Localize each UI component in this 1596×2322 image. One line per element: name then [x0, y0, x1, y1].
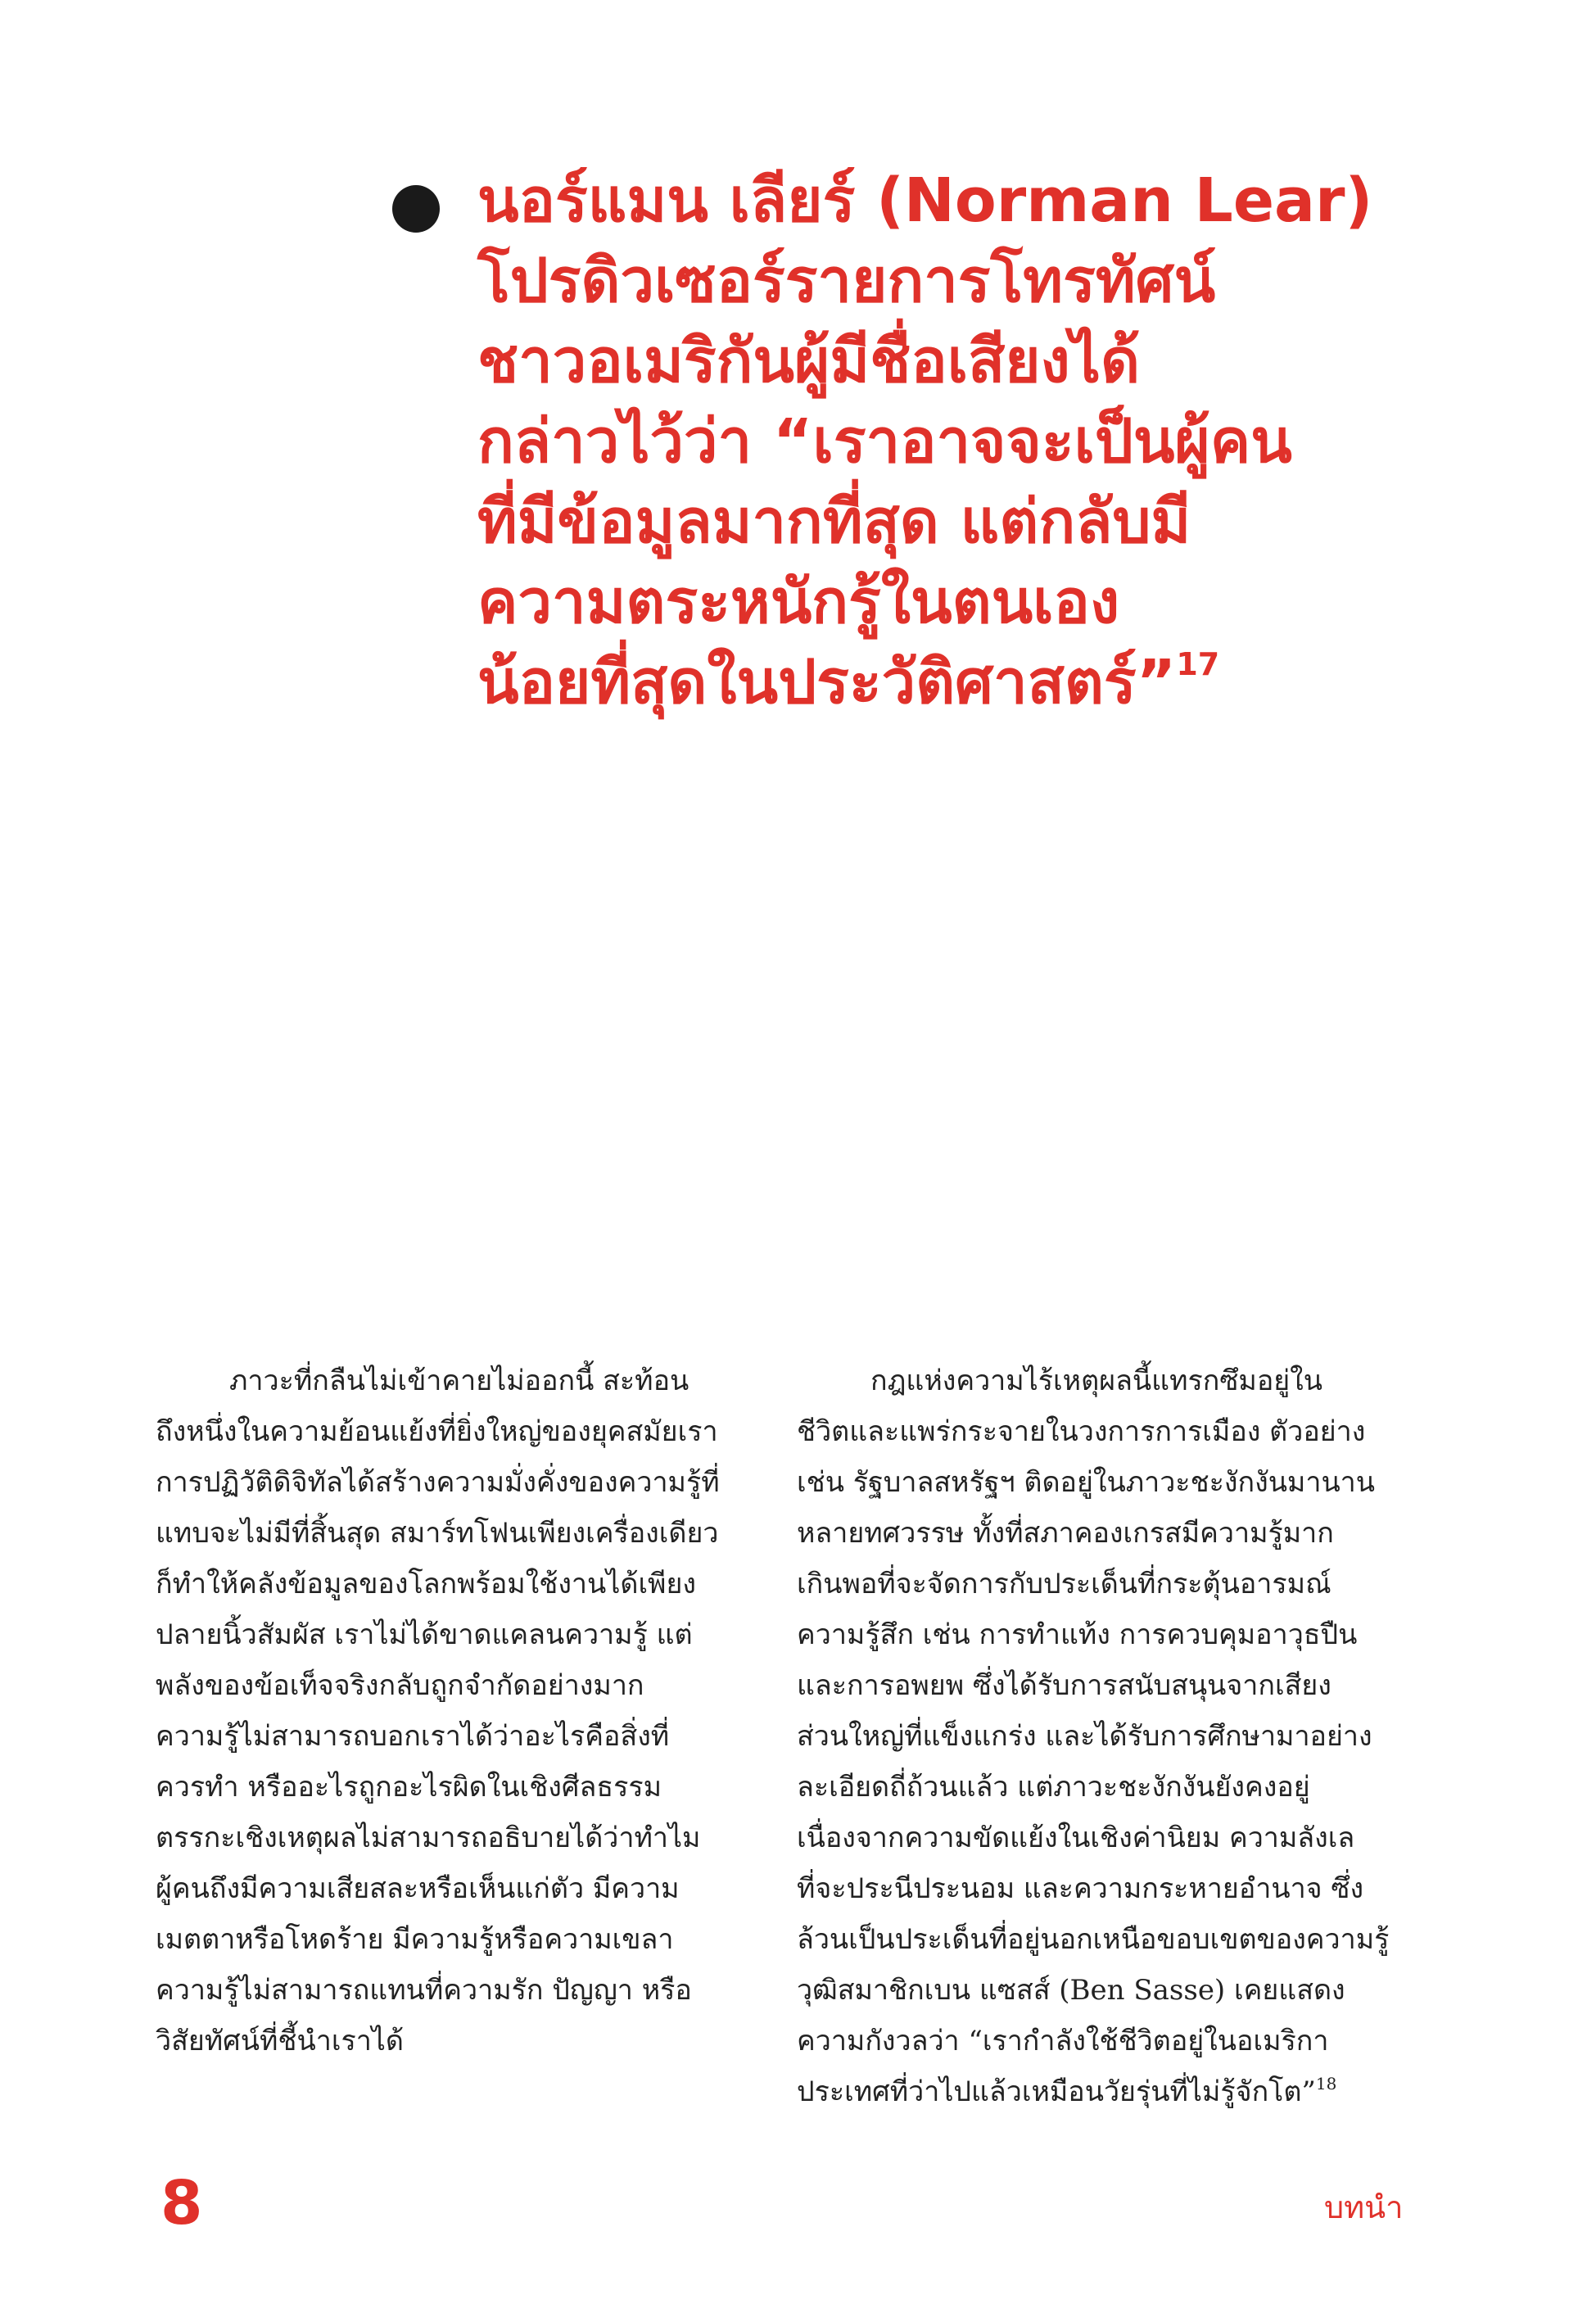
pull-quote-last-line: [477, 642, 1558, 722]
paragraph-line: ถึงหนึ่งในความย้อนแย้งที่ยิ่งใหญ่ของยุคสมัยเรา: [156, 1415, 718, 1448]
footnote-marker: 17: [1176, 646, 1220, 682]
pull-quote-line: ชาวอเมริกันผู้มีชื่อเสียงได้: [477, 326, 1141, 396]
paragraph-line: ความรู้ไม่สามารถแทนที่ความรัก ปัญญา หรือ: [156, 1974, 692, 2007]
pull-quote-line-text: น้อยที่สุดในประวัติศาสตร์”: [477, 647, 1177, 717]
paragraph-line: ที่จะประนีประนอม และความกระหายอำนาจ ซึ่ง: [797, 1872, 1364, 1905]
paragraph-line: ละเอียดถี่ถ้วนแล้ว แต่ภาวะชะงักงันยังคงอยู่: [797, 1771, 1310, 1804]
pull-quote-line: กล่าวไว้ว่า “เราอาจจะเป็นผู้คน: [477, 406, 1292, 477]
pull-quote-line: โปรดิวเซอร์รายการโทรทัศน์: [477, 246, 1216, 316]
paragraph-line: ความรู้ไม่สามารถบอกเราได้ว่าอะไรคือสิ่งที่: [156, 1720, 670, 1753]
bullet-dot: [392, 185, 440, 233]
paragraph-line: ชีวิตและแพร่กระจายในวงการการเมือง ตัวอย่าง: [797, 1415, 1366, 1448]
pull-quote-line: ที่มีข้อมูลมากที่สุด แต่กลับมี: [477, 487, 1191, 557]
pull-quote: [477, 161, 1558, 722]
paragraph-line: ผู้คนถึงมีความเสียสละหรือเห็นแก่ตัว มีความ: [156, 1872, 680, 1905]
paragraph-line: ความรู้สึก เช่น การทำแท้ง การควบคุมอาวุธปืน: [797, 1618, 1358, 1651]
section-name: บทนำ: [1324, 2189, 1404, 2225]
pull-quote-line: ความตระหนักรู้ในตนเอง: [477, 567, 1120, 637]
paragraph-line: ความกังวลว่า “เรากำลังใช้ชีวิตอยู่ในอเมริกา: [797, 2025, 1329, 2057]
paragraph-line: หลายทศวรรษ ทั้งที่สภาคองเกรสมีความรู้มาก: [797, 1517, 1334, 1550]
left-text-column: [156, 1356, 745, 2066]
paragraph-line: เกินพอที่จะจัดการกับประเด็นที่กระตุ้นอารมณ์: [797, 1568, 1332, 1600]
footnote-marker: 18: [1315, 2074, 1337, 2093]
paragraph-line: พลังของข้อเท็จจริงกลับถูกจำกัดอย่างมาก: [156, 1669, 644, 1702]
paragraph-line: ส่วนใหญ่ที่แข็งแกร่ง และได้รับการศึกษามาอย่าง: [797, 1720, 1372, 1753]
page-number: 8: [161, 2168, 203, 2238]
paragraph-line: ภาวะที่กลืนไม่เข้าคายไม่ออกนี้ สะท้อน: [229, 1365, 689, 1397]
paragraph-line: ล้วนเป็นประเด็นที่อยู่นอกเหนือขอบเขตของความรู้: [797, 1923, 1390, 1956]
paragraph-last-line: [797, 2066, 1386, 2117]
paragraph-line-text: ประเทศที่ว่าไปแล้วเหมือนวัยรุ่นที่ไม่รู้จักโต”: [797, 2075, 1316, 2108]
paragraph-line: กฎแห่งความไร้เหตุผลนี้แทรกซึมอยู่ใน: [870, 1365, 1323, 1397]
right-text-column: [797, 1356, 1390, 2117]
paragraph-line: วุฒิสมาชิกเบน แซสส์ (Ben Sasse) เคยแสดง: [797, 1974, 1345, 2007]
paragraph-line: เช่น รัฐบาลสหรัฐฯ ติดอยู่ในภาวะชะงักงันมานาน: [797, 1466, 1376, 1499]
pull-quote-line: นอร์แมน เลียร์ (Norman Lear): [477, 165, 1373, 236]
paragraph-line: เนื่องจากความขัดแย้งในเชิงค่านิยม ความลังเล: [797, 1822, 1355, 1854]
paragraph-line: ปลายนิ้วสัมผัส เราไม่ได้ขาดแคลนความรู้ แต่: [156, 1618, 693, 1651]
paragraph-line: ควรทำ หรืออะไรถูกอะไรผิดในเชิงศีลธรรม: [156, 1771, 662, 1804]
paragraph-line: วิสัยทัศน์ที่ชี้นำเราได้: [156, 2025, 404, 2057]
paragraph-line: การปฏิวัติดิจิทัลได้สร้างความมั่งคั่งของความรู้ที่: [156, 1466, 720, 1499]
paragraph-line: และการอพยพ ซึ่งได้รับการสนับสนุนจากเสียง: [797, 1669, 1332, 1702]
paragraph-line: แทบจะไม่มีที่สิ้นสุด สมาร์ทโฟนเพียงเครื่องเดียว: [156, 1517, 719, 1550]
paragraph-line: ก็ทำให้คลังข้อมูลของโลกพร้อมใช้งานได้เพียง: [156, 1568, 696, 1600]
paragraph-line: เมตตาหรือโหดร้าย มีความรู้หรือความเขลา: [156, 1923, 674, 1956]
paragraph-line: ตรรกะเชิงเหตุผลไม่สามารถอธิบายได้ว่าทำไม: [156, 1822, 701, 1854]
